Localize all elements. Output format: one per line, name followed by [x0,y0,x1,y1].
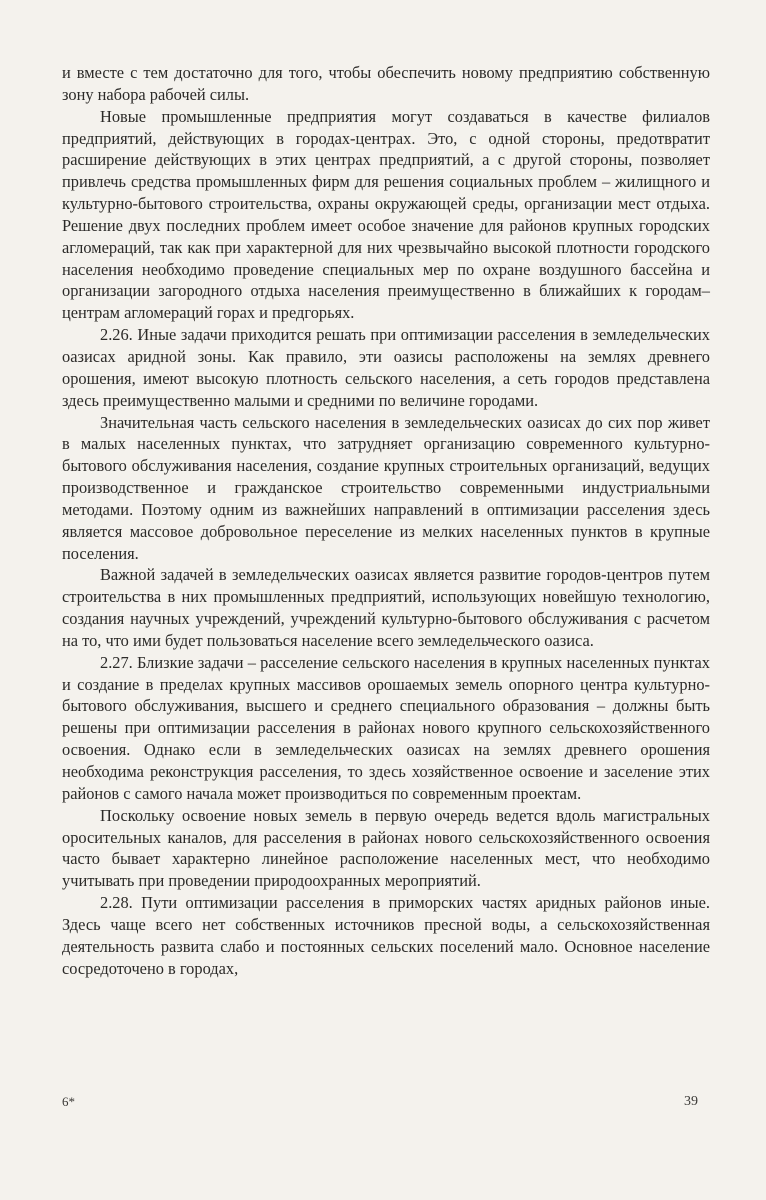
paragraph-section-2-27: 2.27. Близкие задачи – расселение сельского населения в крупных населенных пунктах и создание в пределах крупных массивов орошаемых земель опорного центра культурно-бытового обслуживания, высшего и среднего специального образования – должны быть решены при оптимизации расселения в районах нового крупного сельскохозяйственного освоения. Однако если в земледельческих оазисах на землях древнего орошения необходима реконструкция расселения, то здесь хозяйственное освоение и заселение этих районов с самого начала может производиться по современным проектам. [62,652,710,803]
paragraph-rural-population: Значительная часть сельского населения в земледельческих оазисах до сих пор живет в малых населенных пунктах, что затрудняет организацию современного культурно-бытового обслуживания населения, создание крупных строительных организаций, ведущих производственное и гражданское строительство современными индустриальными методами. Поэтому одним из важнейших направлений в оптимизации расселения здесь является массовое добровольное переселение из мелких населенных пунктов в крупные поселения. [62,412,710,563]
paragraph-city-centers: Важной задачей в земледельческих оазисах является развитие городов-центров путем строительства в них промышленных предприятий, использующих новейшую технологию, создания научных учреждений, учреждений культурно-бытового обслуживания с расчетом на то, что ими будет пользоваться население всего земледельческого оазиса. [62,565,710,650]
signature-mark: 6* [62,1094,75,1109]
paragraph-section-2-26: 2.26. Иные задачи приходится решать при оптимизации расселения в земледельческих оазисах аридной зоны. Как правило, эти оазисы расположены на землях древнего орошения, имеют высокую плотность сельского населения, а сеть городов представлена здесь преимущественно малыми и средними по величине городами. [62,325,710,410]
paragraph-section-2-28: 2.28. Пути оптимизации расселения в приморских частях аридных районов иные. Здесь чаще всего нет собственных источников пресной воды, а сельскохозяйственная деятельность развита слабо и постоянных сельских поселений мало. Основное население сосредоточено в городах, [62,893,710,978]
paragraph-irrigation-canals: Поскольку освоение новых земель в первую очередь ведется вдоль магистральных оросительных каналов, для расселения в районах нового сельскохозяйственного освоения часто бывает характерно линейное расположение населенных мест, что необходимо учитывать при проведении природоохранных мероприятий. [62,805,710,891]
body-text [62,62,710,979]
page-number: 39 [684,1094,698,1109]
paragraph-continuation: и вместе с тем достаточно для того, чтобы обеспечить новому предприятию собственную зону набора рабочей силы. [62,63,710,104]
paragraph-industrial-branches: Новые промышленные предприятия могут создаваться в качестве филиалов предприятий, действующих в городах-центрах. Это, с одной стороны, предотвратит расширение действующих в этих центрах предприятий, а с другой стороны, позволяет привлечь средства промышленных фирм для решения социальных проблем – жилищного и культурно-бытового строительства, охраны окружающей среды, организации мест отдыха. Решение двух последних проблем имеет особое значение для районов крупных городских агломераций, так как при характерной для них чрезвычайно высокой плотности городского населения необходимо проведение специальных мер по охране воздушного бассейна и организации загородного отдыха населения преимущественно в ближайших к городам–центрам агломераций горах и предгорьях. [62,106,710,323]
